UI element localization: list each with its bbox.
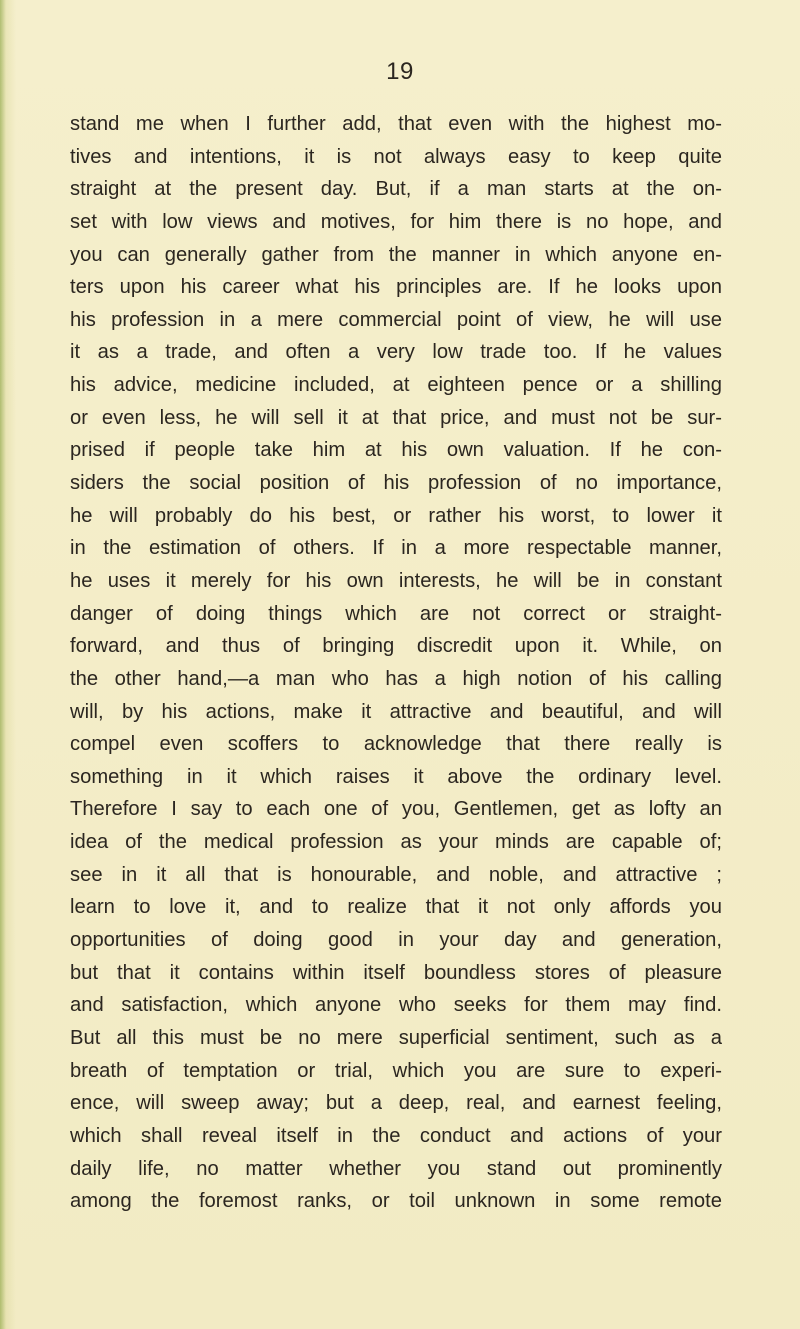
text-line: Therefore I say to each one of you, Gentlemen, get as lofty an: [70, 798, 722, 821]
body-text: [70, 108, 722, 1218]
text-line: siders the social position of his profession of no importance,: [70, 472, 722, 495]
text-line: breath of temptation or trial, which you are sure to experi-: [70, 1059, 722, 1082]
text-line: and satisfaction, which anyone who seeks for them may find.: [70, 994, 722, 1017]
text-line: stand me when I further add, that even with the highest mo-: [70, 113, 722, 135]
text-line: or even less, he will sell it at that price, and must not be sur-: [70, 406, 722, 429]
text-line: danger of doing things which are not correct or straight-: [70, 602, 722, 625]
text-line: daily life, no matter whether you stand out prominently: [70, 1157, 722, 1180]
text-line: it as a trade, and often a very low trade too. If he values: [70, 341, 722, 364]
text-line: prised if people take him at his own valuation. If he con-: [70, 439, 722, 462]
text-line: which shall reveal itself in the conduct and actions of your: [70, 1124, 722, 1147]
text-line: ence, will sweep away; but a deep, real, and earnest feeling,: [70, 1092, 722, 1115]
text-line: he will probably do his best, or rather his worst, to lower it: [70, 504, 722, 527]
page-number: 19: [386, 58, 414, 85]
text-line: opportunities of doing good in your day and generation,: [70, 929, 722, 952]
text-line: But all this must be no mere superficial sentiment, such as a: [70, 1026, 722, 1049]
text-line: will, by his actions, make it attractive and beautiful, and will: [70, 700, 722, 723]
text-line: in the estimation of others. If in a more respectable manner,: [70, 537, 722, 560]
text-line: ters upon his career what his principles are. If he looks upon: [70, 276, 722, 299]
text-line: his advice, medicine included, at eighteen pence or a shilling: [70, 374, 722, 397]
text-line: see in it all that is honourable, and noble, and attractive ;: [70, 863, 722, 886]
text-line: compel even scoffers to acknowledge that there really is: [70, 733, 722, 756]
text-line: you can generally gather from the manner in which anyone en-: [70, 243, 722, 266]
text-line: idea of the medical profession as your minds are capable of;: [70, 831, 722, 854]
text-line: learn to love it, and to realize that it not only affords you: [70, 896, 722, 919]
text-line: the other hand,—a man who has a high notion of his calling: [70, 667, 722, 690]
text-line: forward, and thus of bringing discredit upon it. While, on: [70, 635, 722, 658]
text-line: but that it contains within itself boundless stores of pleasure: [70, 961, 722, 984]
text-line: among the foremost ranks, or toil unknown in some remote: [70, 1190, 722, 1213]
text-line: his profession in a mere commercial point of view, he will use: [70, 308, 722, 331]
text-line: something in it which raises it above the ordinary level.: [70, 765, 722, 788]
text-line: he uses it merely for his own interests, he will be in constant: [70, 569, 722, 592]
text-line: set with low views and motives, for him there is no hope, and: [70, 210, 722, 233]
text-line: tives and intentions, it is not always easy to keep quite: [70, 145, 722, 168]
text-line: straight at the present day. But, if a man starts at the on-: [70, 178, 722, 201]
